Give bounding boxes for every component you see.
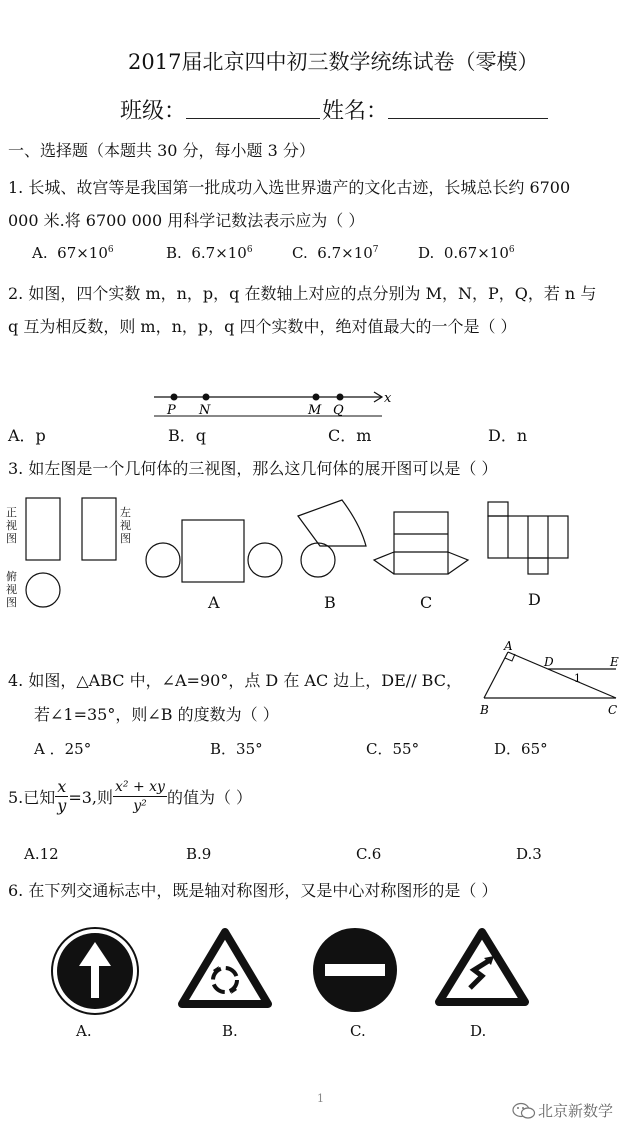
front-view-rect — [26, 498, 60, 560]
page-number: 1 — [317, 1092, 324, 1105]
wechat-icon — [512, 1102, 536, 1120]
q2-option-a: A．p — [8, 426, 46, 445]
q1-line1: 1. 长城、故宫等是我国第一批成功入选世界遗产的文化古迹，长城总长约 6700 — [8, 178, 571, 197]
q4-option-a: A ．25° — [34, 740, 92, 758]
section-heading: 一、选择题（本题共 30 分，每小题 3 分） — [8, 141, 315, 160]
q4-line2: 若∠1=35°，则∠B 的度数为（ ） — [34, 705, 279, 724]
q1-line2: 000 米.将 6700 000 用科学记数法表示应为（ ） — [8, 211, 365, 230]
side-view-rect — [82, 498, 116, 560]
svg-text:1: 1 — [574, 672, 581, 685]
class-label: 班级： — [120, 99, 187, 124]
q1-option-b: B. $6.7\times 10^6$ — [166, 244, 253, 262]
label-q: Q — [333, 403, 344, 418]
winding-road-sign-icon — [439, 932, 525, 1002]
q5-option-d: D.3 — [516, 845, 542, 863]
q3-option-d: D — [528, 590, 541, 609]
q5-option-c: C.6 — [356, 845, 382, 863]
q3-option-b: B — [324, 593, 336, 612]
watermark: 北京新数学 — [538, 1102, 614, 1120]
q4-option-c: C．55° — [366, 740, 420, 758]
traffic-signs — [50, 926, 550, 1026]
q2-option-d: D．n — [488, 426, 528, 445]
triangle-figure — [478, 640, 628, 720]
q2-option-c: C．m — [328, 426, 372, 445]
point-q — [337, 394, 344, 401]
q3-figures — [20, 494, 600, 614]
label-n: N — [199, 403, 211, 418]
q3-line1: 3. 如左图是一个几何体的三视图，那么这几何体的展开图可以是（ ） — [8, 459, 498, 478]
q4-line1: 4. 如图，△ABC 中，∠A=90°，点 D 在 AC 边上，DE// BC， — [8, 671, 462, 690]
svg-text:A: A — [504, 639, 513, 653]
point-n — [203, 394, 210, 401]
q4-option-b: B．35° — [210, 740, 263, 758]
point-m — [313, 394, 320, 401]
front-view-label: 正 视 图 — [6, 506, 17, 545]
point-p — [171, 394, 178, 401]
q6-option-d: D. — [470, 1022, 487, 1040]
roundabout-sign-icon — [182, 932, 268, 1004]
label-x: x — [384, 391, 392, 406]
side-view-label: 左 视 图 — [120, 506, 131, 545]
page-title: 2017届北京四中初三数学统练试卷（零模） — [128, 50, 539, 74]
option-c-net — [394, 512, 448, 574]
arrow-up-sign-icon — [52, 928, 138, 1014]
q6-option-c: C. — [350, 1022, 366, 1040]
class-blank — [186, 118, 320, 119]
q6-line1: 6. 在下列交通标志中，既是轴对称图形，又是中心对称图形的是（ ） — [8, 881, 498, 900]
top-view-circle — [26, 573, 60, 607]
q2-line1: 2. 如图，四个实数 m，n，p，q 在数轴上对应的点分别为 M，N，P，Q，若 n 与 — [8, 284, 597, 303]
number-line-figure — [150, 388, 400, 428]
name-blank — [388, 118, 548, 119]
q6-option-a: A. — [76, 1022, 92, 1040]
name-label: 姓名： — [322, 99, 389, 124]
option-a-net — [182, 520, 244, 582]
label-m: M — [308, 403, 322, 418]
svg-text:D: D — [544, 655, 554, 669]
option-b-net — [298, 500, 366, 546]
svg-text:B: B — [480, 703, 489, 717]
top-view-label: 俯 视 图 — [6, 570, 17, 609]
q3-option-a: A — [208, 593, 220, 612]
q3-option-c: C — [420, 593, 433, 612]
q6-option-b: B. — [222, 1022, 238, 1040]
q1-option-a: A. $67\times 10^6$ — [32, 244, 114, 262]
svg-text:C: C — [608, 703, 618, 717]
no-entry-sign-icon — [313, 928, 397, 1012]
q1-option-c: C. $6.7\times 10^7$ — [292, 244, 379, 262]
q4-option-d: D．65° — [494, 740, 548, 758]
q2-option-b: B．q — [168, 426, 207, 445]
label-p: P — [167, 403, 176, 418]
svg-text:E: E — [610, 655, 619, 669]
q2-line2: q 互为相反数，则 m，n，p，q 四个实数中，绝对值最大的一个是（ ） — [8, 317, 517, 336]
q5-option-a: A.12 — [24, 845, 59, 863]
q1-option-d: D. $0.67\times 10^6$ — [418, 244, 515, 262]
q5-option-b: B.9 — [186, 845, 212, 863]
q5-expression: 5.已知 $\frac{x}{y}$ =3,则 $\frac{\text{x² + xy}}{\text{y²}}$ 的值为（ ） — [8, 777, 253, 815]
